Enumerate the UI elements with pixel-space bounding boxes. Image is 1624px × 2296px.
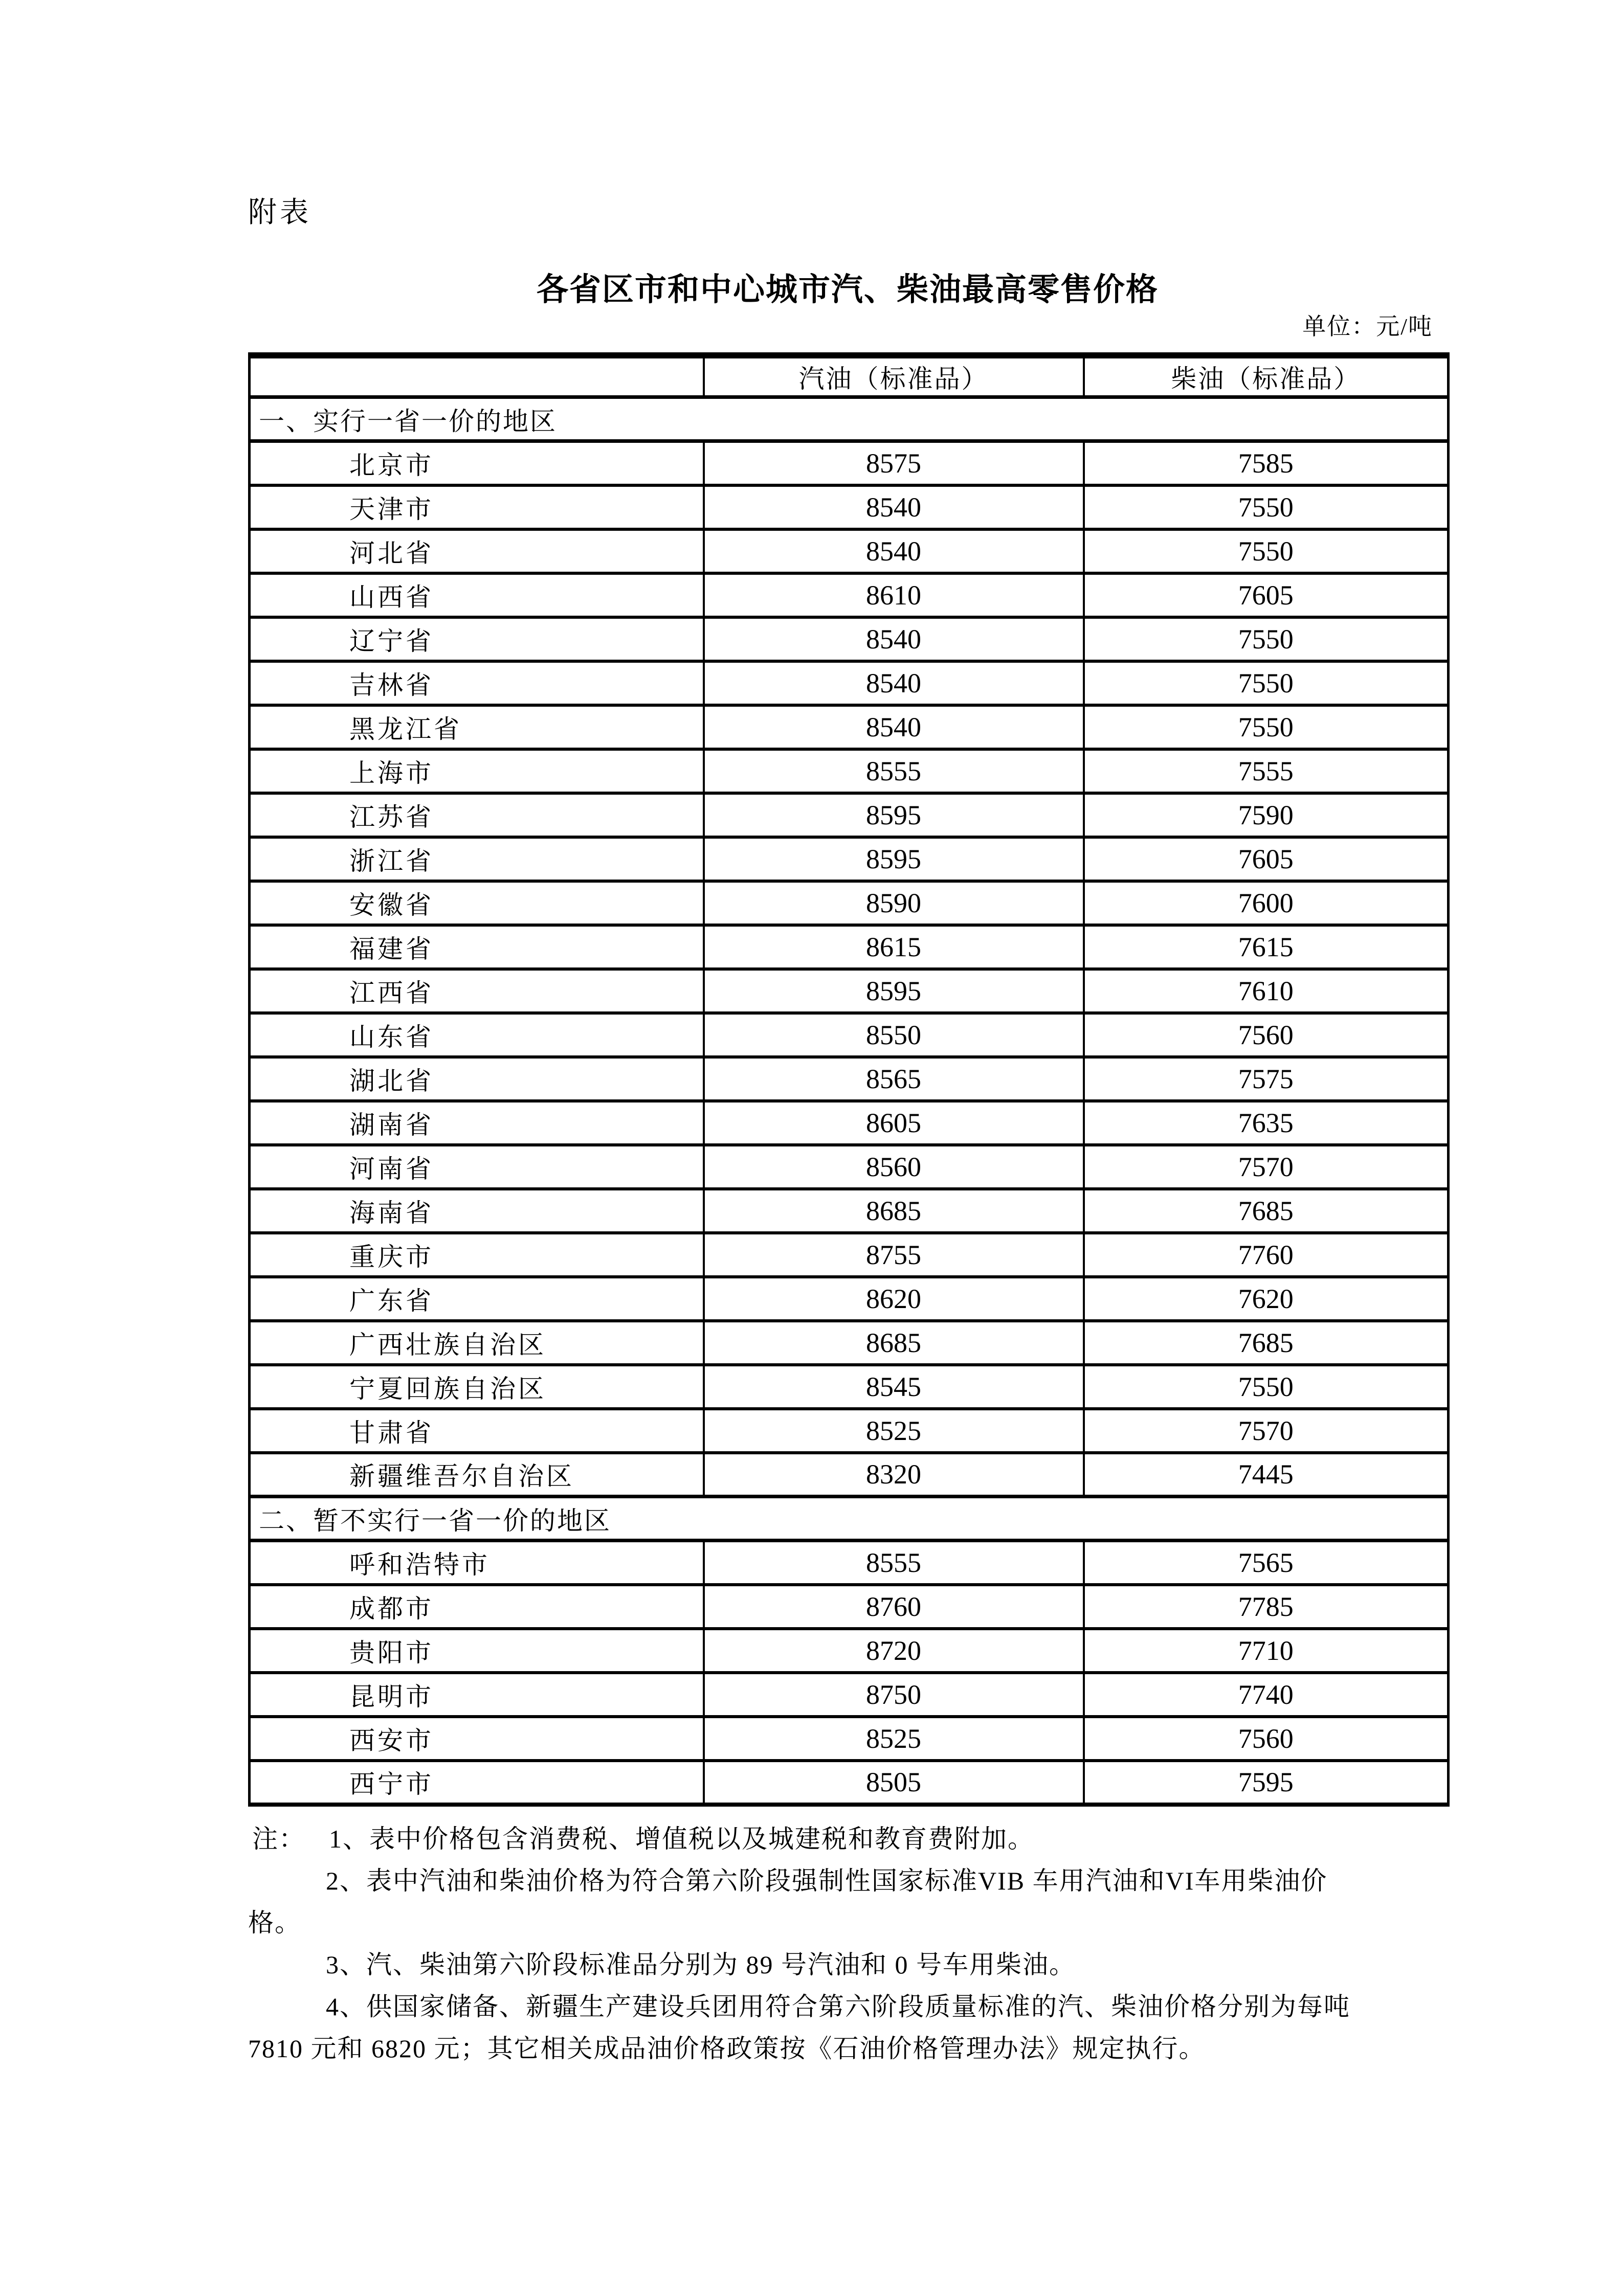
diesel-price-cell: 7555 — [1084, 749, 1449, 793]
region-name-cell: 山东省 — [250, 1013, 704, 1057]
note-line — [248, 1986, 1447, 2028]
note-line — [248, 1818, 1447, 1860]
diesel-price-cell: 7565 — [1084, 1541, 1449, 1585]
table-row — [250, 1453, 1449, 1497]
region-name-cell: 甘肃省 — [250, 1409, 704, 1453]
gasoline-price-cell: 8545 — [704, 1365, 1084, 1409]
note-text: 3、汽、柴油第六阶段标准品分别为 89 号汽油和 0 号车用柴油。 — [326, 1950, 1076, 1979]
region-name-cell: 山西省 — [250, 573, 704, 617]
region-name-cell: 西宁市 — [250, 1761, 704, 1805]
gasoline-price-cell: 8595 — [704, 793, 1084, 837]
diesel-price-cell: 7445 — [1084, 1453, 1449, 1497]
diesel-price-cell: 7590 — [1084, 793, 1449, 837]
table-row — [250, 661, 1449, 705]
diesel-price-cell: 7550 — [1084, 617, 1449, 661]
diesel-price-cell: 7740 — [1084, 1673, 1449, 1717]
gasoline-price-cell: 8540 — [704, 617, 1084, 661]
note-label: 注： — [252, 1824, 305, 1853]
gasoline-price-cell: 8560 — [704, 1145, 1084, 1189]
diesel-price-cell: 7550 — [1084, 529, 1449, 573]
table-row — [250, 1409, 1449, 1453]
table-row — [250, 1321, 1449, 1365]
table-row — [250, 925, 1449, 969]
gasoline-price-cell: 8555 — [704, 1541, 1084, 1585]
table-row — [250, 485, 1449, 529]
diesel-price-cell: 7635 — [1084, 1101, 1449, 1145]
diesel-price-cell: 7760 — [1084, 1233, 1449, 1277]
note-line — [248, 1944, 1447, 1986]
gasoline-price-cell: 8610 — [704, 573, 1084, 617]
gasoline-price-cell: 8540 — [704, 529, 1084, 573]
table-row — [250, 529, 1449, 573]
gasoline-price-cell: 8540 — [704, 705, 1084, 749]
region-name-cell: 天津市 — [250, 485, 704, 529]
gasoline-price-cell: 8525 — [704, 1717, 1084, 1761]
region-name-cell: 福建省 — [250, 925, 704, 969]
table-row — [250, 969, 1449, 1013]
table-row — [250, 1717, 1449, 1761]
region-name-cell: 吉林省 — [250, 661, 704, 705]
gasoline-price-cell: 8505 — [704, 1761, 1084, 1805]
table-row — [250, 837, 1449, 881]
diesel-price-cell: 7570 — [1084, 1409, 1449, 1453]
region-name-cell: 安徽省 — [250, 881, 704, 925]
gasoline-price-cell: 8550 — [704, 1013, 1084, 1057]
diesel-price-cell: 7560 — [1084, 1717, 1449, 1761]
region-name-cell: 江西省 — [250, 969, 704, 1013]
diesel-price-cell: 7575 — [1084, 1057, 1449, 1101]
diesel-price-cell: 7685 — [1084, 1189, 1449, 1233]
table-row — [250, 1541, 1449, 1585]
diesel-price-cell: 7685 — [1084, 1321, 1449, 1365]
table-row — [250, 1013, 1449, 1057]
diesel-price-cell: 7620 — [1084, 1277, 1449, 1321]
document-title: 各省区市和中心城市汽、柴油最高零售价格 — [536, 272, 1159, 307]
region-name-cell: 成都市 — [250, 1585, 704, 1629]
region-name-cell: 广东省 — [250, 1277, 704, 1321]
gasoline-price-cell: 8760 — [704, 1585, 1084, 1629]
table-row — [250, 1057, 1449, 1101]
region-name-cell: 海南省 — [250, 1189, 704, 1233]
region-name-cell: 河北省 — [250, 529, 704, 573]
gasoline-price-cell: 8720 — [704, 1629, 1084, 1673]
note-text: 7810 元和 6820 元；其它相关成品油价格政策按《石油价格管理办法》规定执行。 — [248, 2034, 1206, 2063]
diesel-price-cell: 7550 — [1084, 485, 1449, 529]
diesel-price-cell: 7585 — [1084, 441, 1449, 485]
note-text: 4、供国家储备、新疆生产建设兵团用符合第六阶段质量标准的汽、柴油价格分别为每吨 — [326, 1992, 1350, 2021]
table-row — [250, 705, 1449, 749]
region-name-cell: 辽宁省 — [250, 617, 704, 661]
section-row — [250, 1497, 1449, 1541]
table-row — [250, 441, 1449, 485]
section-label: 一、实行一省一价的地区 — [250, 397, 1449, 441]
note-line — [248, 1860, 1447, 1902]
note-text: 1、表中价格包含消费税、增值税以及城建税和教育费附加。 — [329, 1824, 1034, 1853]
region-name-cell: 湖北省 — [250, 1057, 704, 1101]
table-row — [250, 793, 1449, 837]
region-name-cell: 呼和浩特市 — [250, 1541, 704, 1585]
table-row — [250, 1145, 1449, 1189]
diesel-price-cell: 7605 — [1084, 837, 1449, 881]
region-name-cell: 广西壮族自治区 — [250, 1321, 704, 1365]
table-row — [250, 1365, 1449, 1409]
region-name-cell: 新疆维吾尔自治区 — [250, 1453, 704, 1497]
gasoline-price-cell: 8755 — [704, 1233, 1084, 1277]
region-name-cell: 湖南省 — [250, 1101, 704, 1145]
gasoline-price-cell: 8555 — [704, 749, 1084, 793]
diesel-price-cell: 7570 — [1084, 1145, 1449, 1189]
region-name-cell: 河南省 — [250, 1145, 704, 1189]
note-text: 2、表中汽油和柴油价格为符合第六阶段强制性国家标准VIB 车用汽油和VI车用柴油价 — [326, 1866, 1328, 1895]
diesel-price-cell: 7560 — [1084, 1013, 1449, 1057]
table-row — [250, 617, 1449, 661]
region-name-cell: 贵阳市 — [250, 1629, 704, 1673]
table-row — [250, 881, 1449, 925]
diesel-price-cell: 7710 — [1084, 1629, 1449, 1673]
table-row — [250, 1761, 1449, 1805]
region-name-cell: 江苏省 — [250, 793, 704, 837]
note-text: 格。 — [248, 1908, 301, 1937]
table-row — [250, 573, 1449, 617]
gasoline-price-cell: 8565 — [704, 1057, 1084, 1101]
gasoline-price-cell: 8620 — [704, 1277, 1084, 1321]
gasoline-price-cell: 8605 — [704, 1101, 1084, 1145]
col-header-region-blank — [250, 355, 704, 397]
table-row — [250, 1189, 1449, 1233]
gasoline-price-cell: 8320 — [704, 1453, 1084, 1497]
region-name-cell: 上海市 — [250, 749, 704, 793]
gasoline-price-cell: 8595 — [704, 837, 1084, 881]
col-header-gasoline: 汽油（标准品） — [704, 355, 1084, 397]
region-name-cell: 北京市 — [250, 441, 704, 485]
region-name-cell: 昆明市 — [250, 1673, 704, 1717]
gasoline-price-cell: 8615 — [704, 925, 1084, 969]
table-row — [250, 1101, 1449, 1145]
table-row — [250, 1673, 1449, 1717]
price-table-body — [250, 397, 1449, 1805]
diesel-price-cell: 7595 — [1084, 1761, 1449, 1805]
diesel-price-cell: 7550 — [1084, 1365, 1449, 1409]
unit-label: 单位：元/吨 — [1302, 313, 1433, 340]
gasoline-price-cell: 8685 — [704, 1321, 1084, 1365]
diesel-price-cell: 7600 — [1084, 881, 1449, 925]
diesel-price-cell: 7605 — [1084, 573, 1449, 617]
table-row — [250, 749, 1449, 793]
notes-block — [248, 1818, 1447, 2069]
region-name-cell: 西安市 — [250, 1717, 704, 1761]
table-row — [250, 1629, 1449, 1673]
gasoline-price-cell: 8595 — [704, 969, 1084, 1013]
note-line — [248, 2028, 1447, 2069]
table-row — [250, 1585, 1449, 1629]
gasoline-price-cell: 8540 — [704, 485, 1084, 529]
table-header-row — [250, 355, 1449, 397]
gasoline-price-cell: 8575 — [704, 441, 1084, 485]
gasoline-price-cell: 8750 — [704, 1673, 1084, 1717]
section-row — [250, 397, 1449, 441]
section-label: 二、暂不实行一省一价的地区 — [250, 1497, 1449, 1541]
diesel-price-cell: 7550 — [1084, 705, 1449, 749]
region-name-cell: 宁夏回族自治区 — [250, 1365, 704, 1409]
page-content — [248, 196, 1447, 2069]
gasoline-price-cell: 8685 — [704, 1189, 1084, 1233]
diesel-price-cell: 7610 — [1084, 969, 1449, 1013]
region-name-cell: 重庆市 — [250, 1233, 704, 1277]
diesel-price-cell: 7785 — [1084, 1585, 1449, 1629]
region-name-cell: 浙江省 — [250, 837, 704, 881]
gasoline-price-cell: 8590 — [704, 881, 1084, 925]
region-name-cell: 黑龙江省 — [250, 705, 704, 749]
gasoline-price-cell: 8540 — [704, 661, 1084, 705]
diesel-price-cell: 7615 — [1084, 925, 1449, 969]
attachment-tag-label: 附表 — [248, 197, 312, 229]
fuel-price-table — [248, 352, 1450, 1807]
diesel-price-cell: 7550 — [1084, 661, 1449, 705]
gasoline-price-cell: 8525 — [704, 1409, 1084, 1453]
note-line — [248, 1902, 1447, 1944]
table-row — [250, 1233, 1449, 1277]
table-row — [250, 1277, 1449, 1321]
col-header-diesel: 柴油（标准品） — [1084, 355, 1449, 397]
